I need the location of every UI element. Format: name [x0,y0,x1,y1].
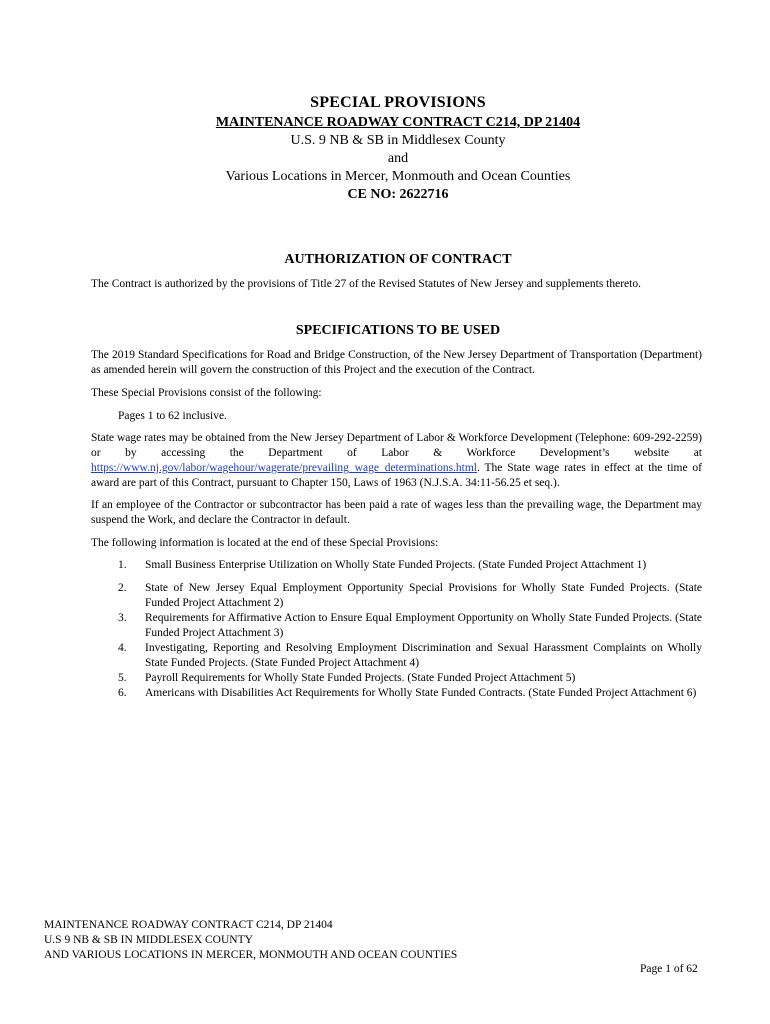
list-item [91,581,702,611]
specifications-heading: SPECIFICATIONS TO BE USED [295,323,501,338]
specifications-paragraph: The 2019 Standard Specifications for Road and Bridge Construction, of the New Jersey Department of Transportation (Department) as amended herein will govern the construction of this Project and the execution of the Contract. [91,349,702,376]
wage-text-before: State wage rates may be obtained from the New Jersey Department of Labor & Workforce Development (Telephone: 609-292-2259) or by accessing the Department of Labor & Workforce Development’s website at [91,432,702,459]
list-item [91,558,702,573]
authorization-text: The Contract is authorized by the provisions of Title 27 of the Revised Statutes of New Jersey and supplements thereto. [91,278,641,290]
list-item [91,671,702,686]
list-item-text: State of New Jersey Equal Employment Opportunity Special Provisions for Wholly State Funded Projects. (State Funded Project Attachment 2) [145,582,702,609]
list-item-number: 1. [118,559,127,571]
following-paragraph: The following information is located at the end of these Special Provisions: [91,537,439,549]
list-item-text: Investigating, Reporting and Resolving Employment Discrimination and Sexual Harassment Complaints on Wholly State Funded Projects. (State Funded Project Attachment 4) [145,642,702,669]
list-item [91,686,702,701]
list-item-text: Payroll Requirements for Wholly State Funded Projects. (State Funded Project Attachment 5) [145,672,576,684]
list-item-number: 6. [118,687,127,699]
wage-rates-paragraph [91,431,702,491]
document-title: SPECIAL PROVISIONS [310,94,486,111]
list-item-number: 4. [118,642,127,654]
list-item-text: Americans with Disabilities Act Requirements for Wholly State Funded Contracts. (State Funded Project Attachment 6) [145,687,697,699]
page-number: Page 1 of 62 [640,963,698,975]
list-item-text: Requirements for Affirmative Action to Ensure Equal Employment Opportunity on Wholly State Funded Projects. (State Funded Project Attachment 3) [145,612,702,639]
consist-paragraph: These Special Provisions consist of the following: [91,387,322,399]
list-item-number: 3. [118,612,127,624]
list-item-number: 5. [118,672,127,684]
list-item [91,641,702,671]
attachments-list [91,558,702,701]
pages-inclusive: Pages 1 to 62 inclusive. [118,410,227,422]
and-line: and [387,151,409,166]
ce-number: CE NO: 2622716 [347,187,449,202]
list-item [91,611,702,641]
list-item-text: Small Business Enterprise Utilization on Wholly State Funded Projects. (State Funded Project Attachment 1) [145,559,647,571]
footer-route: U.S 9 NB & SB IN MIDDLESEX COUNTY [44,934,253,946]
footer-contract: MAINTENANCE ROADWAY CONTRACT C214, DP 21404 [44,919,333,931]
footer-locations: AND VARIOUS LOCATIONS IN MERCER, MONMOUTH AND OCEAN COUNTIES [44,949,458,961]
wage-text-after: . The State wage rates in effect at the time of award are part of this Contract, pursuant to Chapter 150, Laws of 1963 (N.J.S.A. 34:11-56.25 et seq.). [91,462,702,489]
employee-paragraph: If an employee of the Contractor or subcontractor has been paid a rate of wages less than the prevailing wage, the Department may suspend the Work, and declare the Contractor in default. [91,499,702,526]
authorization-heading: AUTHORIZATION OF CONTRACT [284,252,512,267]
wage-determinations-link[interactable]: https://www.nj.gov/labor/wagehour/wagerate/prevailing_wage_determinations.html [91,462,478,474]
route-line: U.S. 9 NB & SB in Middlesex County [290,133,506,148]
locations-line: Various Locations in Mercer, Monmouth and Ocean Counties [225,169,571,184]
list-item-number: 2. [118,582,127,594]
document-header [0,92,770,204]
page-footer [44,918,457,963]
contract-title: MAINTENANCE ROADWAY CONTRACT C214, DP 21404 [215,115,581,130]
